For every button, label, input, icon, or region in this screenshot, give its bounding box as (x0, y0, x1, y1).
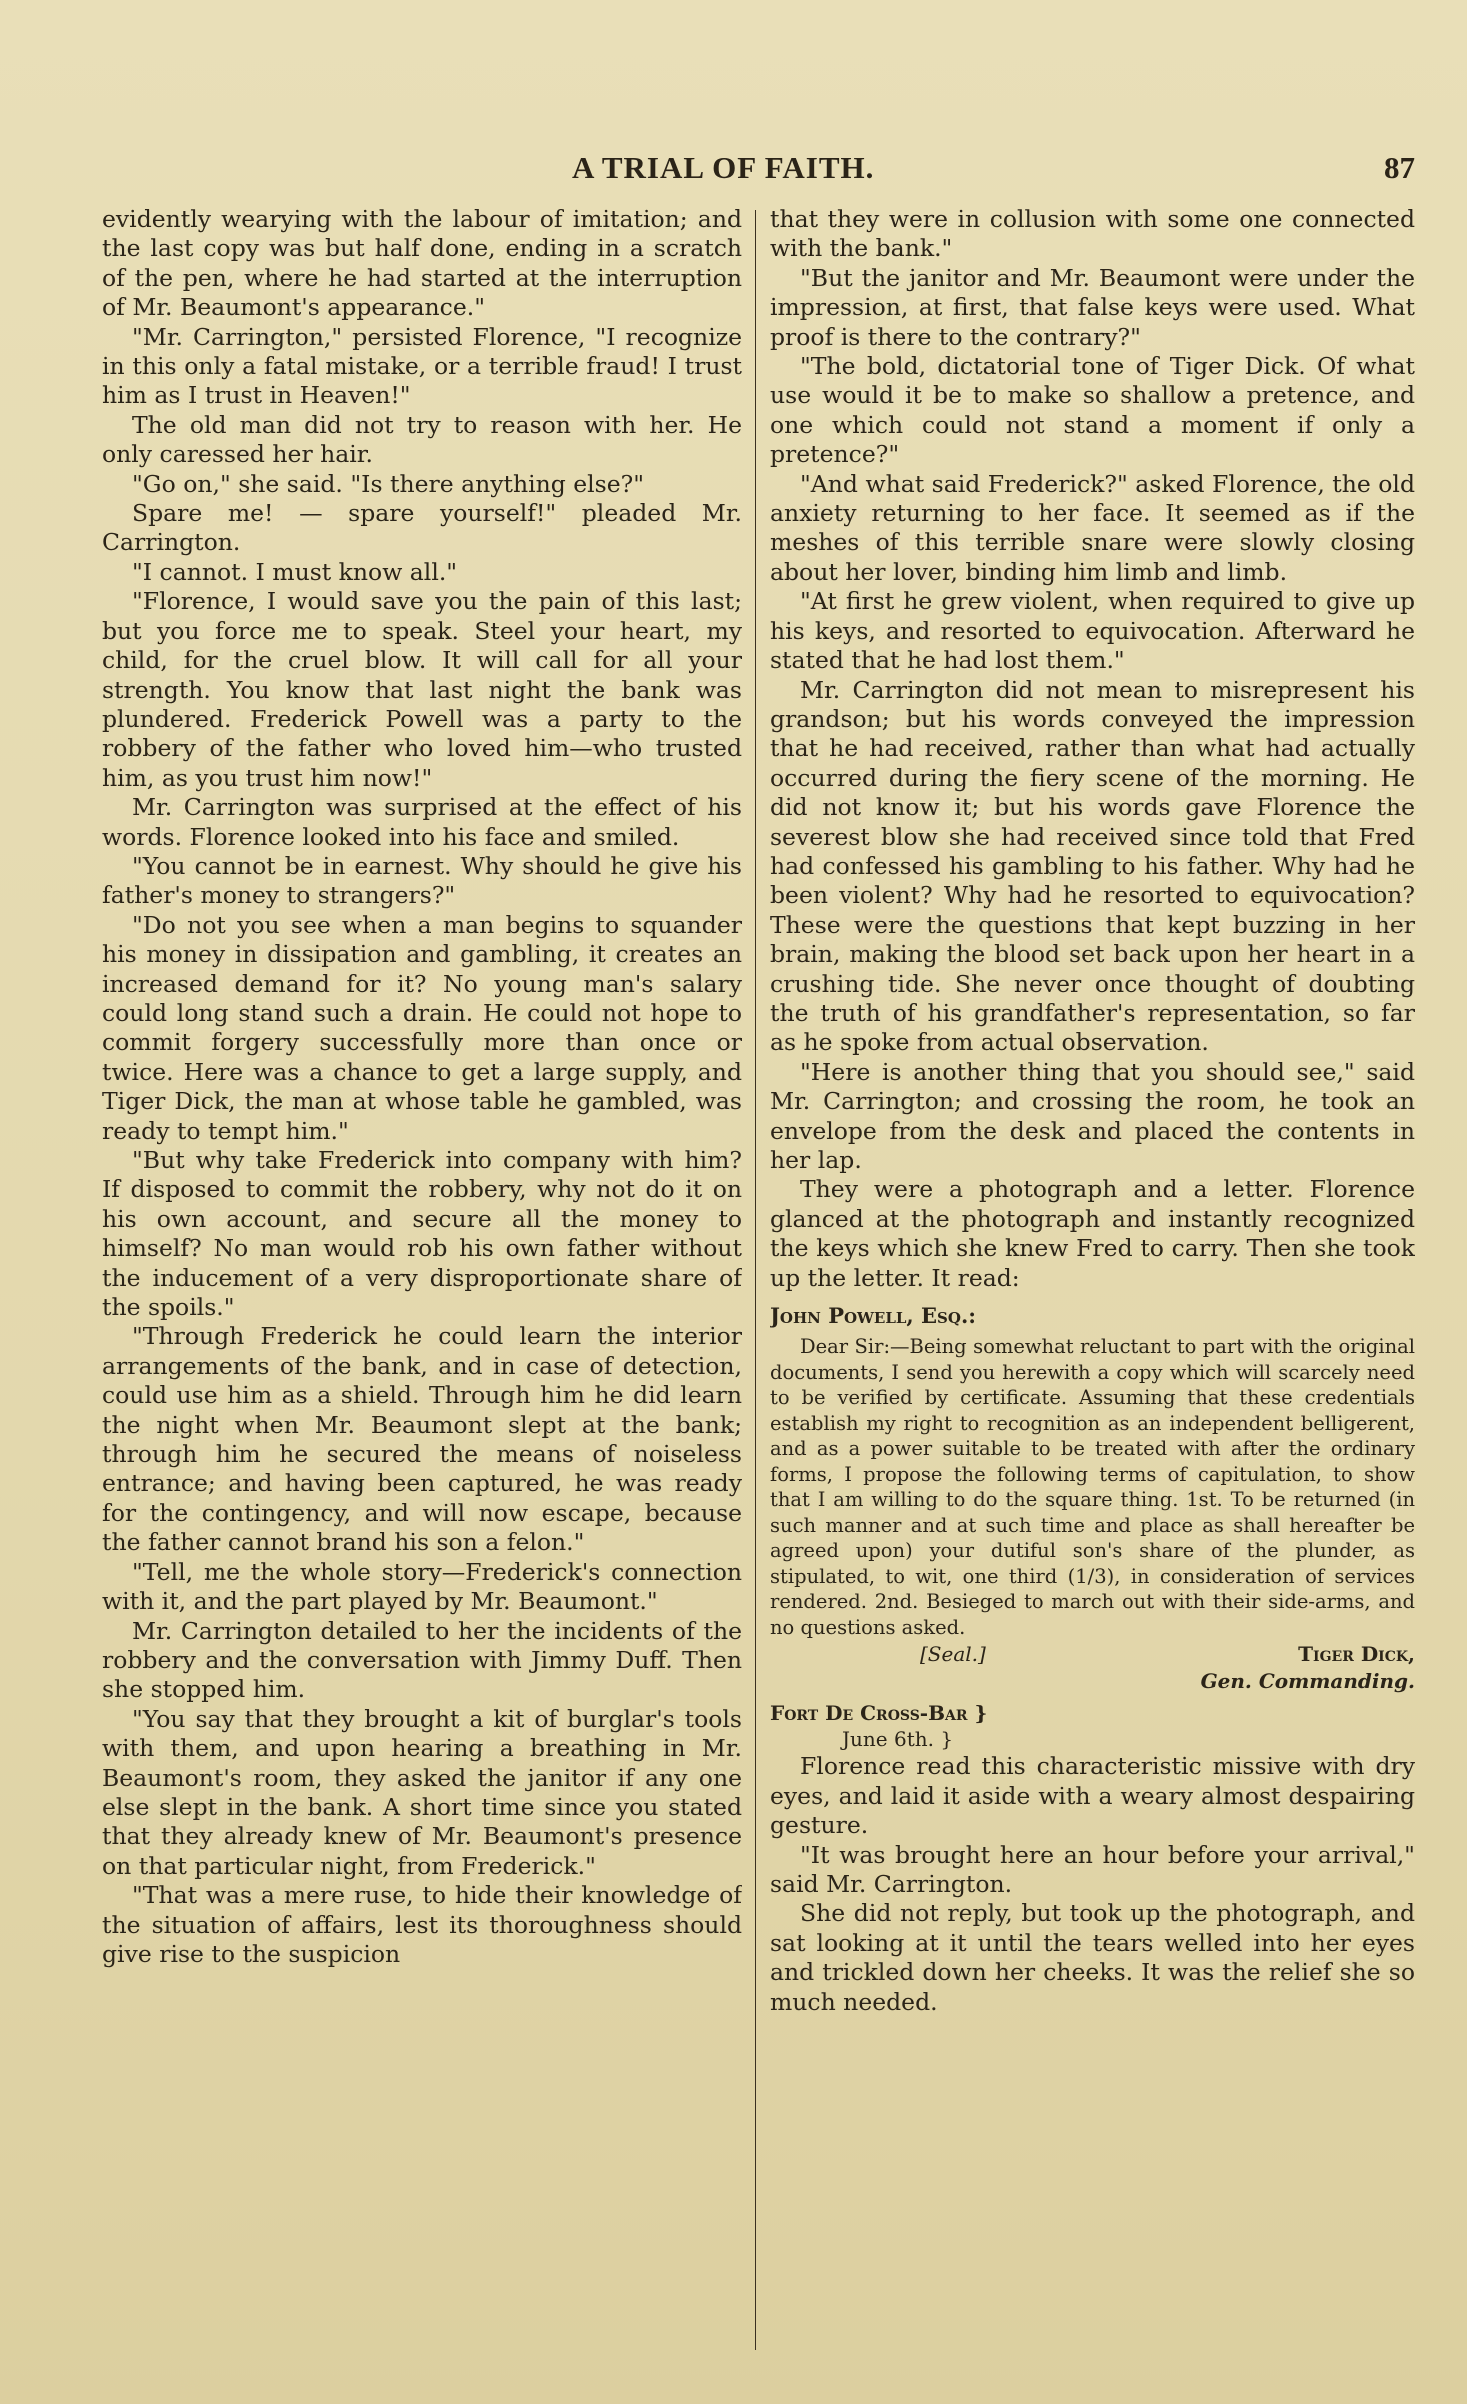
letter-seal: [Seal.] (920, 1642, 986, 1667)
page-number: 87 (1384, 150, 1415, 185)
text-columns (102, 205, 1415, 2355)
paragraph: "I cannot. I must know all." (132, 557, 458, 586)
running-title: A TRIAL OF FAITH. (572, 150, 875, 185)
paragraph: Mr. Carrington was surprised at the effect of his words. Florence looked into his face and smiled. (102, 793, 742, 851)
paragraph: "That was a mere ruse, to hide their knowledge of the situation of affairs, lest its thoroughness should give rise to the suspicion (102, 1881, 742, 1968)
paragraph: She did not reply, but took up the photograph, and sat looking at it until the tears welled into her eyes and trickled down her cheeks. It was the relief she so much needed. (770, 1899, 1415, 2016)
paragraph: "Do not you see when a man begins to squander his money in dissipation and gambling, it creates an increased demand for it? No young man's salary could long stand such a drain. He could not hope to commit forgery successfully more than once or twice. Here was a chance to get a large supply, and Tiger Dick, the man at whose table he gambled, was ready to tempt him." (102, 910, 742, 1145)
paragraph: They were a photograph and a letter. Florence glanced at the photograph and instantly recognized the keys which she knew Fred to carry. Then she took up the letter. It read: (770, 1175, 1415, 1292)
column-divider (755, 210, 756, 2350)
left-column (102, 205, 742, 2355)
paragraph: "Mr. Carrington," persisted Florence, "I recognize in this only a fatal mistake, or a terrible fraud! I trust him as I trust in Heaven!" (102, 322, 742, 410)
paragraph: "At first he grew violent, when required to give up his keys, and resorted to equivocation. Afterward he stated that he had lost them." (770, 587, 1415, 675)
paragraph: "But why take Frederick into company with him? If disposed to commit the robbery, why not do it on his own account, and secure all the money to himself? No man would rob his own father without the inducement of a very disproportionate share of the spoils." (102, 1146, 742, 1322)
paragraph: "The bold, dictatorial tone of Tiger Dick. Of what use would it be to make so shallow a pretence, and one which could not stand a moment if only a pretence?" (770, 352, 1415, 469)
paragraph: "But the janitor and Mr. Beaumont were under the impression, at first, that false keys were used. What proof is there to the contrary?" (770, 263, 1415, 351)
paragraph: "You say that they brought a kit of burglar's tools with them, and upon hearing a breathing in Mr. Beaumont's room, they asked the janitor if any one else slept in the bank. A short time since you stated that they already knew of Mr. Beaumont's presence on that particular night, from Frederick." (102, 1704, 742, 1880)
paragraph: "Here is another thing that you should see," said Mr. Carrington; and crossing the room, he took an envelope from the desk and placed the contents in her lap. (770, 1057, 1415, 1174)
paragraph: Spare me! — spare yourself!" pleaded Mr. Carrington. (102, 499, 742, 557)
paragraph: "And what said Frederick?" asked Florence, the old anxiety returning to her face. It seemed as if the meshes of this terrible snare were slowly closing about her lover, binding him limb and limb. (770, 469, 1415, 586)
paragraph: Florence read this characteristic missive with dry eyes, and laid it aside with a weary almost despairing gesture. (770, 1752, 1415, 1840)
letter-signer-title: Gen. Commanding. (1200, 1669, 1415, 1694)
paragraph: "Through Frederick he could learn the interior arrangements of the bank, and in case of detection, could use him as a shield. Through him he did learn the night when Mr. Beaumont slept at the bank; through him he secured the means of noiseless entrance; and having been captured, he was ready for the contingency, and will now escape, because the father cannot brand his son a felon." (102, 1322, 742, 1557)
letter-signer: Tiger Dick, (1298, 1642, 1415, 1667)
paragraph: The old man did not try to reason with her. He only caressed her hair. (102, 410, 742, 469)
paragraph: Mr. Carrington did not mean to misrepresent his grandson; but his words conveyed the impression that he had received, rather than what had actually occurred during the fiery scene of the morning. He did not know it; but his words gave Florence the severest blow she had received since told that Fred had confessed his gambling to his father. Why had he been violent? Why had he resorted to equivocation? These were the questions that kept buzzing in her brain, making the blood set back upon her heart in a crushing tide. She never once thought of doubting the truth of his grandfather's representation, so far as he spoke from actual observation. (770, 675, 1415, 1057)
paragraph: Mr. Carrington detailed to her the incidents of the robbery and the conversation with Jimmy Duff. Then she stopped him. (102, 1616, 742, 1704)
paragraph: "You cannot be in earnest. Why should he give his father's money to strangers?" (102, 851, 742, 910)
letter-place: Fort De Cross-Bar } (770, 1701, 988, 1726)
paragraph: that they were in collusion with some one connected with the bank." (770, 205, 1415, 263)
letter-addressee: John Powell, Esq.: (770, 1303, 977, 1329)
letter-body: Dear Sir:—Being somewhat reluctant to part with the original documents, I send you herewith a copy which will scarcely need to be verified by certificate. Assuming that these credentials establish my right to recognition as an independent belligerent, and as a power suitable to be treated with after the ordinary forms, I propose the following terms of capitulation, to show that I am willing to do the square thing. 1st. To be returned (in such manner and at such time and place as shall hereafter be agreed upon) your dutiful son's share of the plunder, as stipulated, to wit, one third (1/3), in consideration of services rendered. 2nd. Besieged to march out with their side-arms, and no questions asked. (770, 1335, 1415, 1639)
paragraph: "It was brought here an hour before your arrival," said Mr. Carrington. (770, 1840, 1415, 1899)
letter-signature-row (770, 1640, 1415, 1668)
right-column (770, 205, 1415, 2355)
letter-date: June 6th. } (842, 1727, 954, 1752)
page-header (102, 150, 1415, 186)
paragraph: "Florence, I would save you the pain of this last; but you force me to speak. Steel your heart, my child, for the cruel blow. It will call for all your strength. You know that last night the bank was plundered. Frederick Powell was a party to the robbery of the father who loved him—who trusted him, as you trust him now!" (102, 587, 742, 792)
paragraph: "Go on," she said. "Is there anything else?" (132, 469, 645, 498)
paragraph: "Tell, me the whole story—Frederick's connection with it, and the part played by Mr. Beaumont." (102, 1557, 742, 1616)
paragraph: evidently wearying with the labour of imitation; and the last copy was but half done, ending in a scratch of the pen, where he had started at the interruption of Mr. Beaumont's appearance." (102, 205, 742, 322)
